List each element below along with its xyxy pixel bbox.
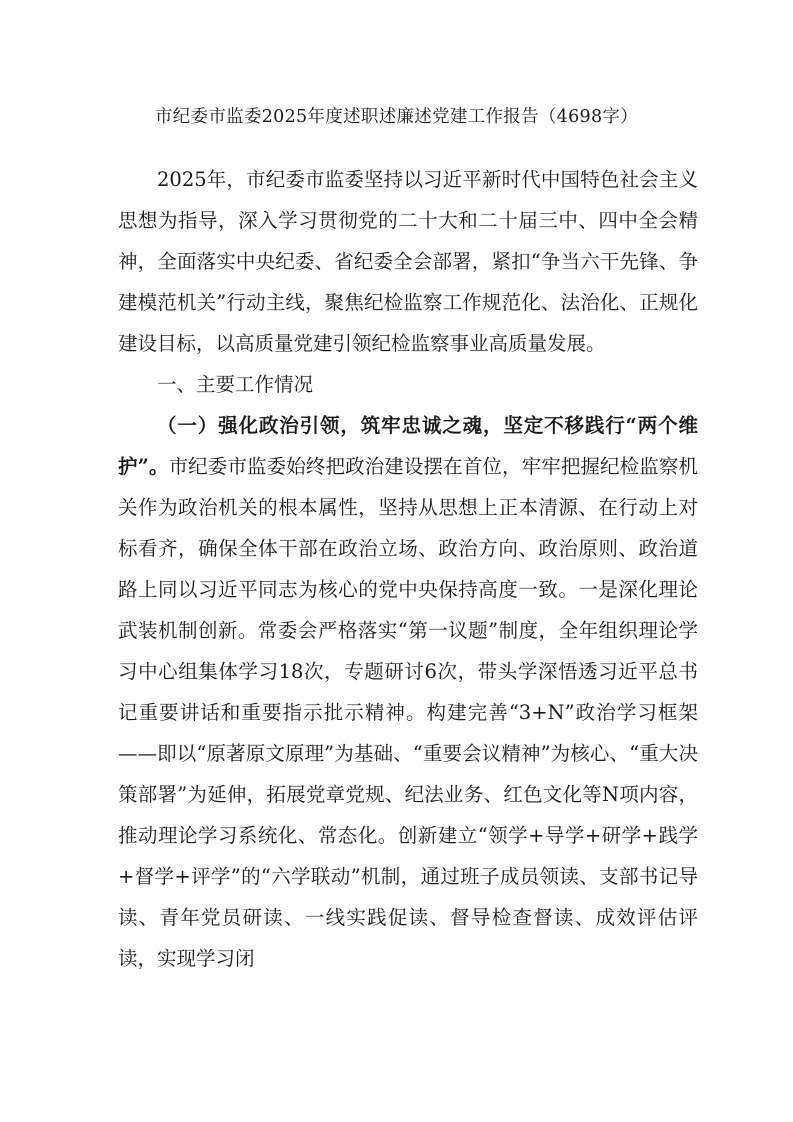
section-heading: 一、主要工作情况 [157,373,314,396]
intro-paragraph: 2025年，市纪委市监委坚持以习近平新时代中国特色社会主义思想为指导，深入学习贯彻党的二十大和二十届三中、四中全会精神，全面落实中央纪委、省纪委全会部署，紧扣“争当六干先锋、争建模范机关”行动主线，聚焦纪检监察工作规范化、法治化、正规化建设目标，以高质量党建引领纪检监察事业高质量发展。 [118,168,698,355]
subsection-body: 市纪委市监委始终把政治建设摆在首位，牢牢把握纪检监察机关作为政治机关的根本属性，坚持从思想上正本清源、在行动上对标看齐，确保全体干部在政治立场、政治方向、政治原则、政治道路上同以习近平同志为核心的党中央保持高度一致。一是深化理论武装机制创新。常委会严格落实“第一议题”制度，全年组织理论学习中心组集体学习18次，专题研讨6次，带头学深悟透习近平总书记重要讲话和重要指示批示精神。构建完善“3+N”政治学习框架——即以“原著原文原理”为基础、“重要会议精神”为核心、“重大决策部署”为延伸，拓展党章党规、纪法业务、红色文化等N项内容，推动理论学习系统化、常态化。创新建立“领学+导学+研学+践学+督学+评学”的“六学联动”机制，通过班子成员领读、支部书记导读、青年党员研读、一线实践促读、督导检查督读、成效评估评读，实现学习闭 [118,455,698,970]
subsection-paragraph [118,405,698,979]
document-body [118,159,698,979]
document-title: 市纪委市监委2025年度述职述廉述党建工作报告（4698字） [154,107,639,127]
subsection-heading: （一）强化政治引领，筑牢忠诚之魂，坚定不移践行“两个维护”。 [118,414,698,478]
